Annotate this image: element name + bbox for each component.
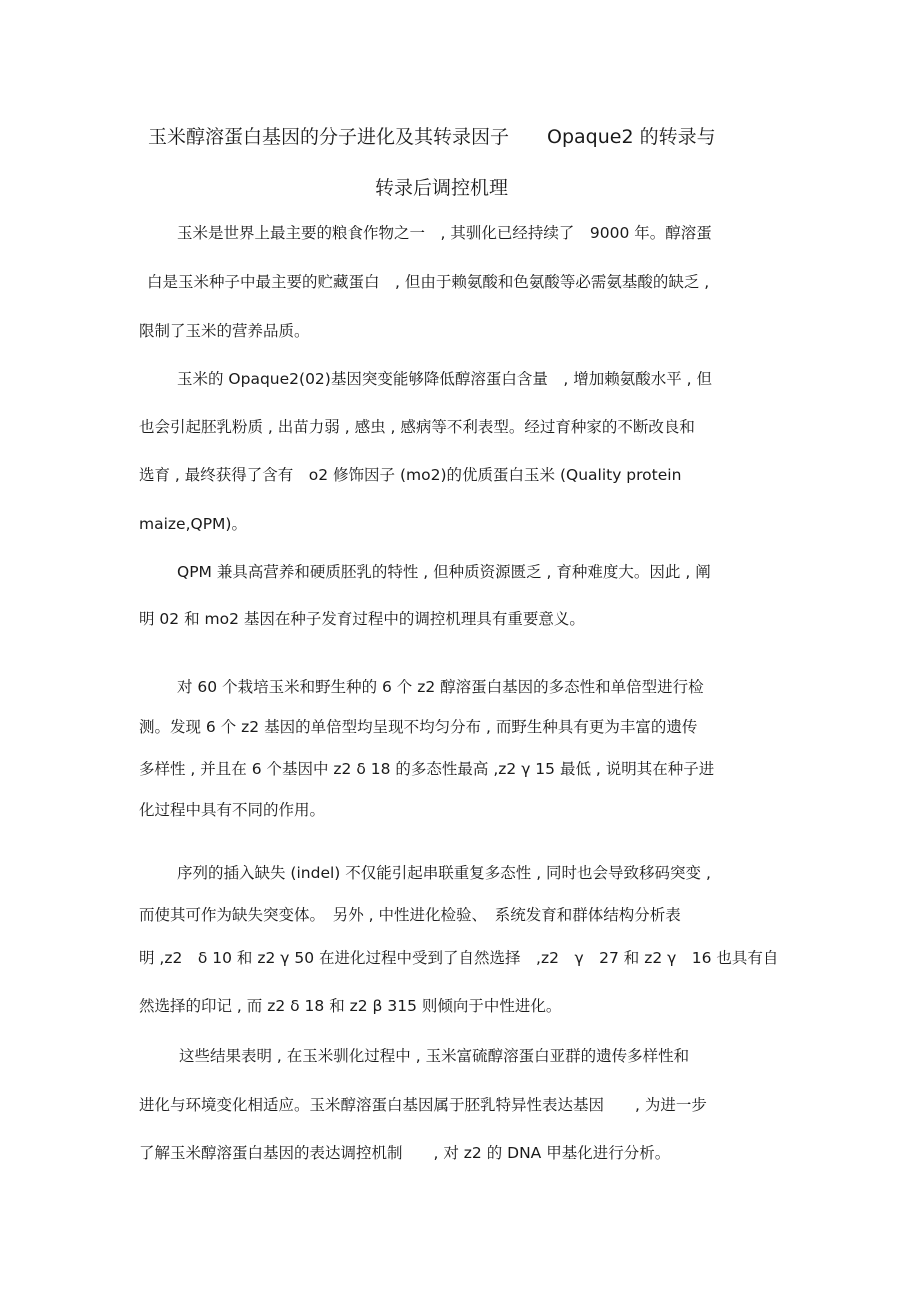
paragraph-2-line-2: 也会引起胚乳粉质 , 出苗力弱 , 感虫 , 感病等不利表型。经过育种家的不断改良和 [139,418,695,436]
paragraph-6-line-1: 这些结果表明 , 在玉米驯化过程中 , 玉米富硫醇溶蛋白亚群的遗传多样性和 [179,1047,690,1065]
paragraph-2-line-1: 玉米的 Opaque2(02)基因突变能够降低醇溶蛋白含量 , 增加赖氨酸水平 , 但 [177,370,712,388]
paragraph-4-line-4: 化过程中具有不同的作用。 [139,801,326,819]
paragraph-1-line-1: 玉米是世界上最主要的粮食作物之一 , 其驯化已经持续了 9000 年。醇溶蛋 [177,224,712,242]
paragraph-5-line-2: 而使其可作为缺失突变体。 另外 , 中性进化检验、 系统发育和群体结构分析表 [139,906,681,924]
paragraph-6-line-3: 了解玉米醇溶蛋白基因的表达调控机制 , 对 z2 的 DNA 甲基化进行分析。 [139,1144,671,1162]
document-title-line-2: 转录后调控机理 [375,177,509,199]
paragraph-1-line-3: 限制了玉米的营养品质。 [139,322,310,340]
paragraph-3-line-2: 明 02 和 mo2 基因在种子发育过程中的调控机理具有重要意义。 [139,610,585,628]
paragraph-6-line-2: 进化与环境变化相适应。玉米醇溶蛋白基因属于胚乳特异性表达基因 , 为进一步 [139,1096,707,1114]
paragraph-4-line-2: 测。发现 6 个 z2 基因的单倍型均呈现不均匀分布 , 而野生种具有更为丰富的遗传 [139,718,698,736]
paragraph-3-line-1: QPM 兼具高营养和硬质胚乳的特性 , 但种质资源匮乏 , 育种难度大。因此 , 阐 [177,563,711,581]
paragraph-1-line-2: 白是玉米种子中最主要的贮藏蛋白 , 但由于赖氨酸和色氨酸等必需氨基酸的缺乏 , [147,273,710,291]
document-title-line-1: 玉米醇溶蛋白基因的分子进化及其转录因子 Opaque2 的转录与 [148,126,716,148]
paragraph-4-line-3: 多样性 , 并且在 6 个基因中 z2 δ 18 的多态性最高 ,z2 γ 15 最低 , 说明其在种子进 [139,760,715,778]
paragraph-5-line-3: 明 ,z2 δ 10 和 z2 γ 50 在进化过程中受到了自然选择 ,z2 γ 27 和 z2 γ 16 也具有自 [139,949,779,967]
paragraph-2-line-4: maize,QPM)。 [139,515,247,533]
paragraph-4-line-1: 对 60 个栽培玉米和野生种的 6 个 z2 醇溶蛋白基因的多态性和单倍型进行检 [177,678,704,696]
paragraph-5-line-4: 然选择的印记 , 而 z2 δ 18 和 z2 β 315 则倾向于中性进化。 [139,997,562,1015]
paragraph-5-line-1: 序列的插入缺失 (indel) 不仅能引起串联重复多态性 , 同时也会导致移码突变 , [177,864,711,882]
paragraph-2-line-3: 选育 , 最终获得了含有 o2 修饰因子 (mo2)的优质蛋白玉米 (Quality protein [139,466,682,484]
